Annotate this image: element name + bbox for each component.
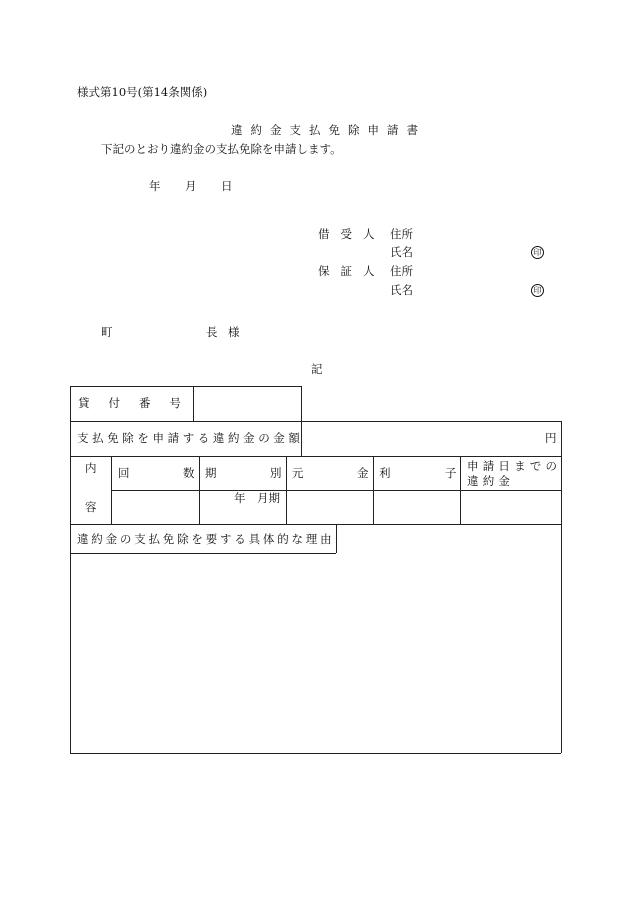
form-number: 様式第10号(第14条関係) [77,85,208,99]
guarantor-name-label: 氏名 [390,283,413,297]
table-line [70,753,561,754]
borrower-name-label: 氏名 [390,245,413,259]
col-ri: 利 [379,466,391,480]
document-title: 違約金支払免除申請書 [231,123,426,137]
table-line [199,456,200,524]
col-ki: 期 [205,466,217,480]
intro-text: 下記のとおり違約金の支払免除を申請します。 [101,142,342,156]
col-su: 数 [183,466,195,480]
col-kin: 金 [357,466,369,480]
count-field[interactable] [112,491,198,523]
borrower-label: 借受人 [318,227,386,241]
guarantor-address-label: 住所 [390,264,413,278]
principal-field[interactable] [287,491,372,523]
period-value: 年 月期 [234,491,280,505]
content-label-top: 内 [85,461,97,475]
guarantor-label: 保証人 [318,264,386,278]
date-day-label: 日 [221,179,233,193]
addressee-honorific: 様 [228,325,240,339]
col-shi: 子 [445,466,457,480]
guarantor-seal-icon: 印 [531,284,544,297]
exemption-amount-label: 支払免除を申請する違約金の金額 [77,431,304,445]
ki-marker: 記 [311,362,323,376]
table-line [70,456,561,457]
col-penalty-line2: 違約金 [467,474,515,488]
loan-number-field[interactable] [194,387,300,420]
col-gen: 元 [292,466,304,480]
reason-label: 違約金の支払免除を要する具体的な理由 [77,532,335,546]
penalty-field[interactable] [461,491,560,523]
exemption-amount-field[interactable] [302,422,560,455]
table-line [336,524,337,553]
borrower-seal-icon: 印 [531,246,544,259]
addressee-title: 長 [206,325,218,339]
content-label-bottom: 容 [85,500,97,514]
col-kai: 回 [118,466,130,480]
interest-field[interactable] [374,491,459,523]
yen-unit: 円 [545,431,557,445]
date-year-label: 年 [149,179,161,193]
col-penalty-line1: 申請日までの [467,459,562,473]
date-month-label: 月 [185,179,197,193]
addressee-town: 町 [101,325,113,339]
reason-field[interactable] [71,554,560,752]
col-betsu: 別 [270,466,282,480]
borrower-address-label: 住所 [390,227,413,241]
table-line [70,524,561,525]
loan-number-label: 貸付番号 [78,396,200,410]
